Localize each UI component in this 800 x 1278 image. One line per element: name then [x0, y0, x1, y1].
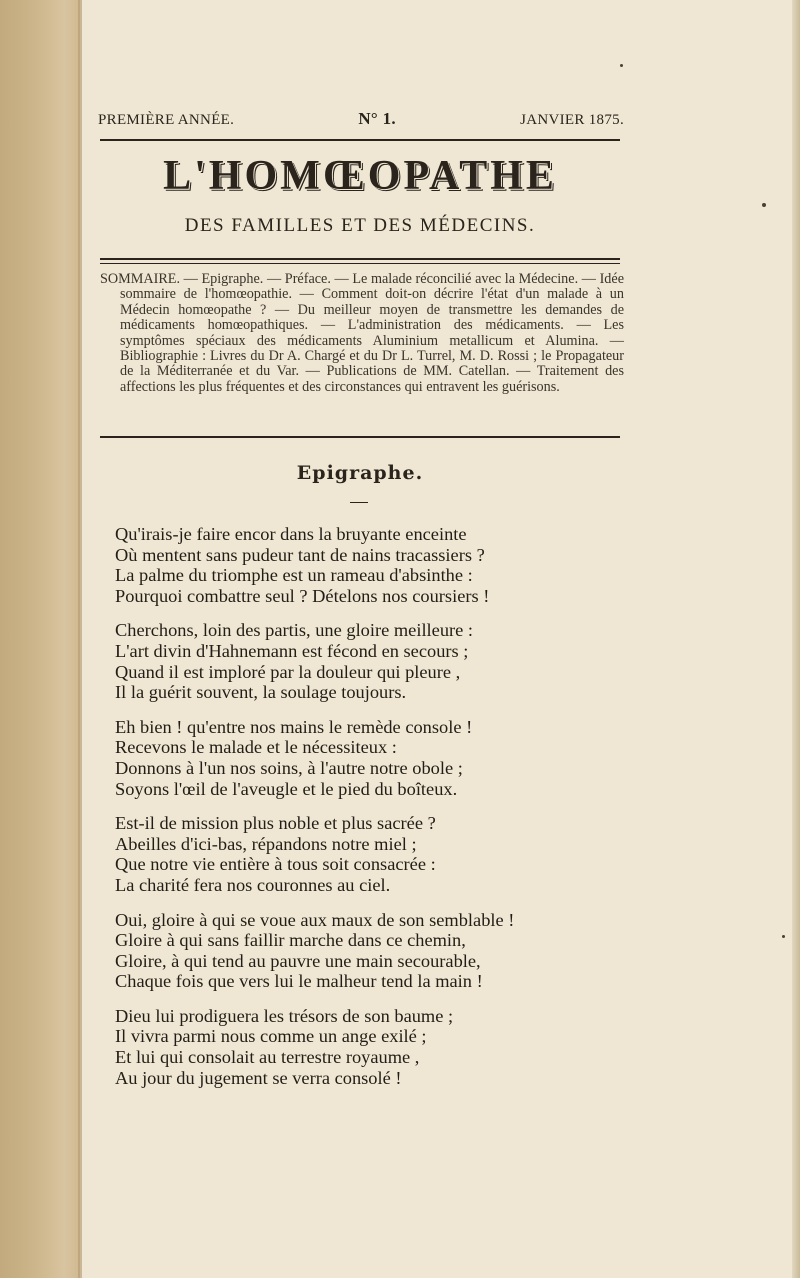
header-rule	[100, 139, 620, 141]
issue-number: N° 1.	[358, 109, 396, 128]
poem-stanza	[115, 1006, 585, 1088]
poem-line: Oui, gloire à qui se voue aux maux de son semblable !	[115, 909, 515, 930]
poem-line: Et lui qui consolait au terrestre royaume ,	[115, 1047, 420, 1068]
poem-line: L'art divin d'Hahnemann est fécond en secours ;	[115, 640, 469, 661]
poem-line: La charité fera nos couronnes au ciel.	[115, 874, 391, 895]
poem-line: Dieu lui prodiguera les trésors de son baume ;	[115, 1005, 454, 1026]
book-spine-margin	[0, 0, 80, 1278]
poem-line: Il la guérit souvent, la soulage toujours.	[115, 682, 407, 703]
sommaire-top-rule	[100, 258, 620, 260]
page-right-edge	[792, 0, 800, 1278]
poem-line: Quand il est imploré par la douleur qui pleure ,	[115, 661, 461, 682]
poem	[115, 524, 585, 1102]
poem-line: Cherchons, loin des partis, une gloire meilleure :	[115, 620, 474, 641]
issue-date: JANVIER 1875.	[520, 112, 624, 128]
issue-header	[98, 109, 624, 129]
poem-line: Gloire à qui sans faillir marche dans ce chemin,	[115, 930, 466, 951]
poem-line: Eh bien ! qu'entre nos mains le remède console !	[115, 716, 473, 737]
poem-line: Au jour du jugement se verra consolé !	[115, 1067, 402, 1088]
poem-line: Que notre vie entière à tous soit consacrée :	[115, 854, 436, 875]
section-title: Epigraphe.	[296, 462, 424, 484]
poem-line: Est-il de mission plus noble et plus sacrée ?	[115, 813, 436, 834]
poem-line: Recevons le malade et le nécessiteux :	[115, 737, 397, 758]
poem-line: Il vivra parmi nous comme un ange exilé ;	[115, 1026, 427, 1047]
poem-stanza	[115, 620, 585, 702]
journal-subtitle: DES FAMILLES ET DES MÉDECINS.	[184, 215, 536, 236]
poem-stanza	[115, 910, 585, 992]
poem-stanza	[115, 717, 585, 799]
poem-stanza	[115, 524, 585, 606]
poem-stanza	[115, 813, 585, 895]
sommaire-top-rule-thin	[100, 263, 620, 264]
poem-line: Donnons à l'un nos soins, à l'autre notre obole ;	[115, 757, 463, 778]
issue-year: PREMIÈRE ANNÉE.	[98, 112, 235, 128]
poem-line: Où mentent sans pudeur tant de nains tracassiers ?	[115, 544, 485, 565]
sommaire-bottom-rule	[100, 436, 620, 438]
poem-line: Abeilles d'ici-bas, répandons notre miel ;	[115, 833, 417, 854]
paper-speck	[782, 935, 785, 938]
poem-line: Qu'irais-je faire encor dans la bruyante enceinte	[115, 524, 467, 544]
sommaire-block	[100, 272, 624, 395]
poem-line: Gloire, à qui tend au pauvre une main secourable,	[115, 950, 481, 971]
poem-line: La palme du triomphe est un rameau d'absinthe :	[115, 565, 473, 586]
title-dash	[350, 502, 368, 503]
sommaire-text: SOMMAIRE. — Epigraphe. — Préface. — Le malade réconcilié avec la Médecine. — Idée sommaire de l'homœopathie. — Comment doit-on décrire l'état d'un malade à un Médecin homœopathe ? — Du meilleur moyen de transmettre les demandes de médicaments homœopathiques. — L'administration des médicaments. — Les symptômes spéciaux des médicaments Aluminium metallicum et Alumina. — Bibliographie : Livres du Dr A. Chargé et du Dr L. Turrel, M. D. Rossi ; le Propagateur de la Méditerranée et du Var. — Publications de MM. Catellan. — Traitement des affections les plus fréquentes et des circonstances qui entravent les guérisons.	[100, 271, 624, 395]
paper-speck	[762, 203, 766, 207]
poem-line: Chaque fois que vers lui le malheur tend la main !	[115, 971, 483, 992]
poem-line: Soyons l'œil de l'aveugle et le pied du boîteux.	[115, 778, 458, 799]
journal-title: L'HOMŒOPATHE	[163, 153, 557, 199]
poem-line: Pourquoi combattre seul ? Dételons nos coursiers !	[115, 585, 490, 606]
paper-speck	[620, 64, 623, 67]
